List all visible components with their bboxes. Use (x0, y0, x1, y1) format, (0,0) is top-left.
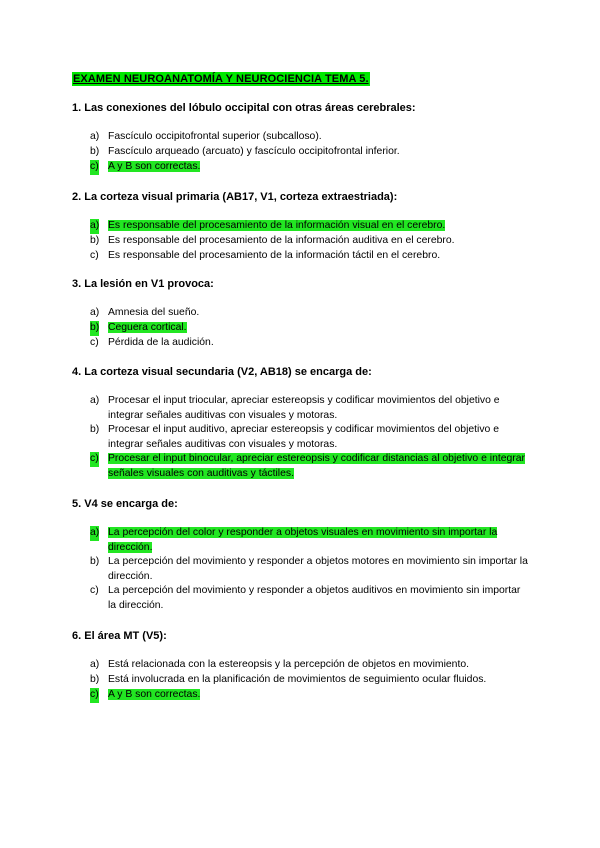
option-text: Procesar el input auditivo, apreciar estereopsis y codificar movimientos del objetivo e integrar señales auditivas con visuales y motoras. (108, 424, 499, 450)
question-5-option-a (90, 526, 530, 555)
question-2-option-c (90, 249, 530, 264)
exam-title: EXAMEN NEUROANATOMÍA Y NEUROCIENCIA TEMA 5. (73, 73, 369, 85)
question-5-option-b (90, 555, 530, 584)
option-text: Fascículo arqueado (arcuato) y fascículo occipitofrontal inferior. (108, 146, 400, 157)
question-3-heading: 3. La lesión en V1 provoca: (72, 278, 214, 290)
question-1-option-b (90, 145, 530, 160)
option-letter: b) (90, 321, 99, 336)
question-4-heading: 4. La corteza visual secundaria (V2, AB18) se encarga de: (72, 366, 372, 378)
question-3-option-a (90, 306, 530, 321)
option-letter: b) (90, 674, 100, 685)
option-text: Procesar el input triocular, apreciar estereopsis y codificar movimientos del objetivo e integrar señales auditivas con visuales y motoras. (108, 395, 500, 421)
option-text: Fascículo occipitofrontal superior (subcalloso). (108, 131, 322, 142)
question-6-option-c (90, 688, 530, 703)
option-letter: b) (90, 235, 100, 246)
question-4-option-b (90, 423, 530, 452)
option-text: La percepción del color y responder a objetos visuales en movimiento sin importar la dirección. (108, 527, 498, 553)
question-4-option-c (90, 452, 530, 481)
question-1-heading: 1. Las conexiones del lóbulo occipital con otras áreas cerebrales: (72, 102, 416, 114)
option-letter: a) (90, 395, 100, 406)
question-1-option-a (90, 130, 530, 145)
option-text: Ceguera cortical. (108, 322, 187, 333)
option-letter: c) (90, 688, 99, 703)
option-text: La percepción del movimiento y responder a objetos motores en movimiento sin importar la dirección. (108, 556, 528, 582)
question-6-option-a (90, 658, 530, 673)
option-letter: a) (90, 131, 100, 142)
option-text: Pérdida de la audición. (108, 337, 214, 348)
question-3-option-b (90, 321, 530, 336)
question-4-option-a (90, 394, 530, 423)
option-letter: b) (90, 556, 100, 567)
option-letter: b) (90, 424, 100, 435)
option-letter: c) (90, 160, 99, 175)
question-5-heading: 5. V4 se encarga de: (72, 498, 178, 510)
option-text: Está relacionada con la estereopsis y la percepción de objetos en movimiento. (108, 659, 469, 670)
question-5-option-c (90, 584, 530, 613)
question-2-option-a (90, 219, 530, 234)
question-2-option-b (90, 234, 530, 249)
option-text: A y B son correctas. (108, 161, 201, 172)
option-text: Es responsable del procesamiento de la información auditiva en el cerebro. (108, 235, 455, 246)
question-2-heading: 2. La corteza visual primaria (AB17, V1, corteza extraestriada): (72, 191, 398, 203)
option-text: A y B son correctas. (108, 689, 201, 700)
question-6-heading: 6. El área MT (V5): (72, 630, 167, 642)
option-letter: b) (90, 146, 100, 157)
question-3-option-c (90, 336, 530, 351)
option-text: Está involucrada en la planificación de movimientos de seguimiento ocular fluidos. (108, 674, 487, 685)
option-text: Es responsable del procesamiento de la información táctil en el cerebro. (108, 250, 441, 261)
option-letter: a) (90, 526, 99, 541)
option-text: Amnesia del sueño. (108, 307, 200, 318)
question-1-option-c (90, 160, 530, 175)
option-letter: a) (90, 219, 99, 234)
option-text: Procesar el input binocular, apreciar estereopsis y codificar distancias al objetivo e integrar señales visuales con auditivas y táctiles. (108, 453, 525, 479)
option-letter: c) (90, 337, 99, 348)
option-letter: c) (90, 585, 99, 596)
question-6-option-b (90, 673, 530, 688)
option-letter: a) (90, 659, 100, 670)
option-text: La percepción del movimiento y responder a objetos auditivos en movimiento sin importar la dirección. (108, 585, 521, 611)
option-letter: a) (90, 307, 100, 318)
option-text: Es responsable del procesamiento de la información visual en el cerebro. (108, 220, 446, 231)
option-letter: c) (90, 250, 99, 261)
option-letter: c) (90, 452, 99, 467)
